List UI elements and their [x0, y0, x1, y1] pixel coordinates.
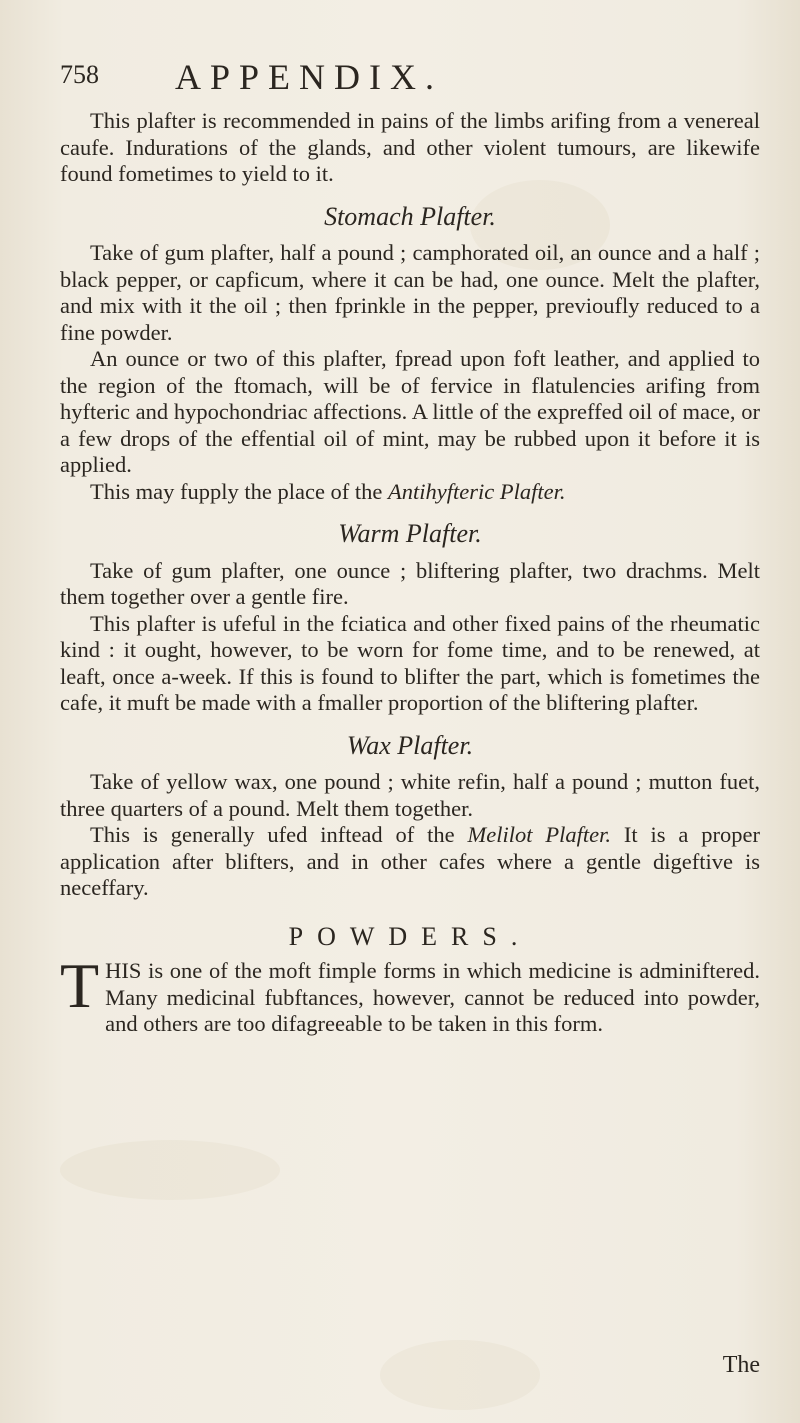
- catchword: The: [722, 1352, 760, 1378]
- warm-plaster-heading: Warm Plafter.: [338, 519, 482, 548]
- stomach-paragraph-3: [60, 479, 760, 506]
- running-head: [60, 56, 760, 96]
- warm-paragraph-1: Take of gum plafter, one ounce ; bliftering plafter, two drachms. Melt them together over a gentle fire.: [60, 557, 760, 609]
- stomach-paragraph-1: Take of gum plafter, half a pound ; camphorated oil, an ounce and a half ; black pepper, or capficum, where it can be had, one ounce. Melt the plafter, and mix with it the oil ; then fprinkle in the pepper, previoufly reduced to a fine powder.: [60, 240, 760, 345]
- powders-paragraph: [60, 950, 760, 1038]
- powders-text: HIS is one of the moft fimple forms in which medicine is adminiftered. Many medicinal fubftances, however, cannot be reduced into powder, and others are too difagreeable to be taken in this form.: [105, 958, 760, 1036]
- stomach-plaster-heading: Stomach Plafter.: [324, 201, 496, 231]
- stomach-p3-text: This may fupply the place of the: [90, 478, 389, 504]
- melilot-reference: Melilot Plafter.: [467, 822, 612, 847]
- powders-heading: POWDERS.: [288, 921, 532, 951]
- wax-p2-text-b: It is a proper application after blifters, and in other cafes where a gentle digeftive is neceffary.: [60, 822, 760, 900]
- intro-paragraph: This plafter is recommended in pains of the limbs arifing from a venereal caufe. Indurations of the glands, and other violent tumours, are likewife found fometimes to yield to it.: [60, 108, 760, 186]
- page-body: [60, 108, 760, 1038]
- wax-p2-text-a: This is generally ufed inftead of the: [90, 822, 468, 847]
- page-title: APPENDIX.: [175, 57, 444, 97]
- page-number: 758: [60, 60, 99, 89]
- drop-cap: T: [60, 950, 100, 1021]
- wax-plaster-heading: Wax Plafter.: [346, 730, 474, 760]
- wax-paragraph-2: [60, 822, 760, 902]
- antihysteric-reference: Antihyfteric Plafter.: [388, 478, 566, 504]
- stomach-paragraph-2: An ounce or two of this plafter, fpread upon foft leather, and applied to the region of the ftomach, will be of fervice in flatulencies arifing from hyfteric and hypochondriac affections. A little of the expreffed oil of mace, or a few drops of the effential oil of mint, may be rubbed upon it before it is applied.: [60, 346, 760, 477]
- warm-paragraph-2: This plafter is ufeful in the fciatica and other fixed pains of the rheumatic kind : it ought, however, to be worn for fome time, and to be renewed, at leaft, once a-week. If this is found to blifter the part, which is fometimes the cafe, it muft be made with a fmaller proportion of the bliftering plafter.: [60, 610, 760, 715]
- wax-paragraph-1: Take of yellow wax, one pound ; white refin, half a pound ; mutton fuet, three quarters of a pound. Melt them together.: [60, 769, 760, 821]
